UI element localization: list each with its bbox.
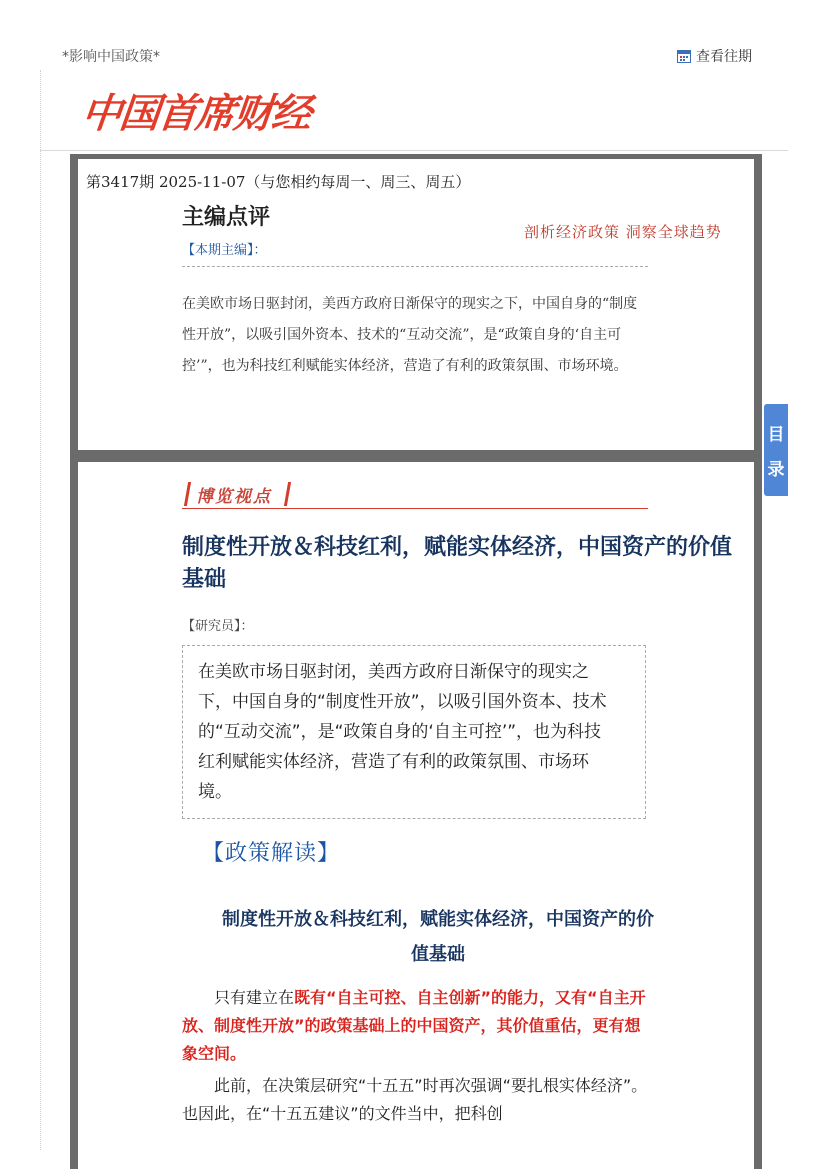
article-box [70, 456, 762, 1169]
editor-comment-title: 主编点评 [182, 205, 271, 230]
toc-tab[interactable] [764, 404, 788, 496]
editor-divider [182, 266, 648, 267]
issue-line: 第3417期 2025-11-07（与您相约每周一、周三、周五） [86, 173, 471, 191]
archive-label: 查看往期 [696, 49, 752, 65]
article-title[interactable]: 制度性开放＆科技红利，赋能实体经济，中国资产的价值基础 [182, 535, 733, 592]
toc-char-2: 录 [767, 460, 785, 480]
editor-comment-box [70, 154, 762, 456]
toc-char-1: 目 [767, 425, 785, 445]
researcher-label: 【研究员】： [182, 619, 254, 634]
page-left-border [40, 70, 42, 1150]
paragraph-2-text: 此前，在决策层研究“十五五”时再次强调“要扎根实体经济”。也因此，在“十五五建议”的文件当中，把科创 [182, 1076, 648, 1123]
policy-heading: 【政策解读】 [202, 841, 341, 866]
site-logo[interactable]: 中国首席财经 [79, 91, 313, 137]
section-label: 博览视点 [196, 487, 272, 507]
paragraph-1-highlight: 既有“自主可控、自主创新”的能力，又有“自主开放、制度性开放”的政策基础上的中国资产，其价值重估，更有想象空间。 [182, 988, 646, 1063]
article-summary: 在美欧市场日驱封闭，美西方政府日渐保守的现实之下，中国自身的“制度性开放”，以吸引国外资本、技术的“互动交流”，是“政策自身的‘自主可控’”，也为科技红利赋能实体经济，营造了有利的政策氛围、市场环境。 [198, 662, 607, 802]
paragraph-2 [182, 1072, 648, 1128]
section-bar-left [184, 482, 191, 506]
slogan: 剖析经济政策 洞察全球趋势 [524, 223, 722, 241]
editor-comment-body: 在美欧市场日驱封闭，美西方政府日渐保守的现实之下，中国自身的“制度性开放”，以吸引国外资本、技术的“互动交流”，是“政策自身的‘自主可控’”，也为科技红利赋能实体经济，营造了有利的政策氛围、市场环境。 [182, 296, 638, 374]
section-bar-right [284, 482, 291, 506]
tagline: *影响中国政策* [62, 49, 160, 65]
editor-label: 【本期主编】： [182, 243, 267, 258]
article-subtitle: 制度性开放＆科技红利，赋能实体经济，中国资产的价值基础 [222, 909, 654, 965]
header-divider [40, 150, 788, 151]
archive-link[interactable] [677, 46, 752, 66]
article-summary-box [182, 645, 646, 819]
paragraph-1-prefix: 只有建立在 [214, 988, 295, 1007]
calendar-icon [677, 49, 691, 63]
section-header [182, 478, 648, 509]
paragraph-1 [182, 984, 648, 1068]
